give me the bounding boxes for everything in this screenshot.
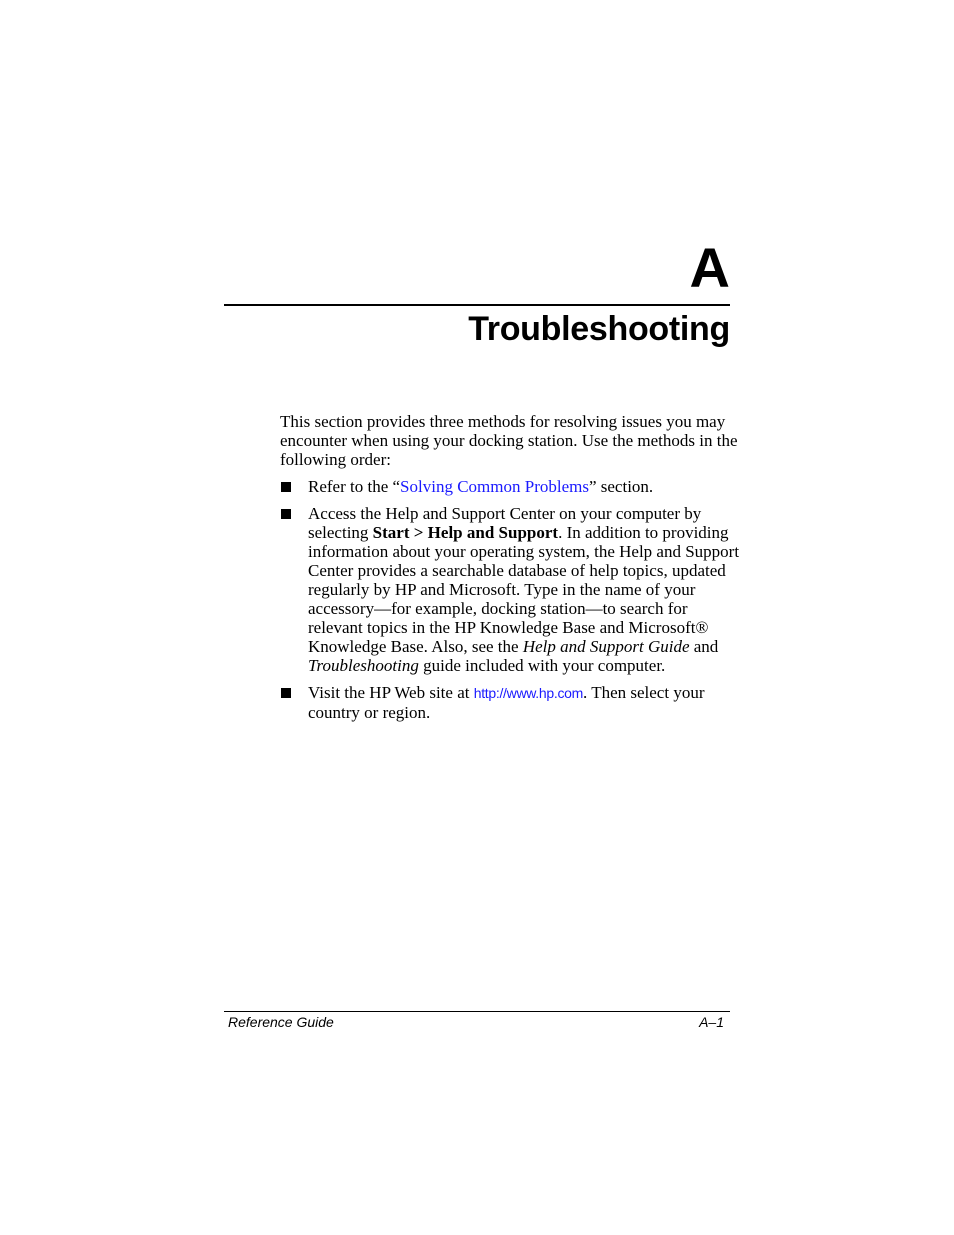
footer-page-number: A–1 (699, 1014, 724, 1030)
body-content (280, 412, 740, 730)
footer-document-title: Reference Guide (228, 1014, 334, 1030)
bullet-text: Refer to the “ (308, 477, 401, 496)
square-bullet-icon (281, 509, 291, 519)
guide-title: Troubleshooting (308, 656, 419, 675)
guide-title: Help and Support Guide (522, 637, 690, 656)
bullet-text: . Then select your country or region. (308, 683, 705, 722)
title-rule (224, 304, 730, 306)
methods-list (280, 477, 740, 722)
list-item (280, 683, 740, 722)
solving-common-problems-link[interactable]: Solving Common Problems (400, 477, 589, 496)
bullet-text: guide included with your computer. (418, 656, 666, 675)
bullet-text: Visit the HP Web site at (308, 683, 474, 702)
bullet-text: and (689, 637, 719, 656)
hp-website-link[interactable]: http://www.hp.com (473, 685, 583, 701)
chapter-letter: A (689, 236, 730, 299)
chapter-title: Troubleshooting (468, 310, 730, 348)
intro-paragraph: This section provides three methods for resolving issues you may encounter when using your docking station. Use the methods in the following order: (280, 412, 738, 469)
footer-rule (224, 1011, 730, 1012)
menu-path: Start > Help and Support (372, 523, 559, 542)
square-bullet-icon (281, 688, 291, 698)
bullet-text: . In addition to providing information about your operating system, the Help and Support Center provides a searchable database of help topics, updated regularly by HP and Microsoft. Type in the name of your accessory—for example, docking station—to search for relevant topics in the HP Knowledge Base and Microsoft® Knowledge Base. Also, see the (308, 523, 740, 656)
list-item (280, 477, 740, 496)
bullet-text: Access the Help and Support Center on your computer by selecting (308, 504, 702, 542)
bullet-text: ” section. (588, 477, 654, 496)
list-item (280, 504, 740, 675)
square-bullet-icon (281, 482, 291, 492)
